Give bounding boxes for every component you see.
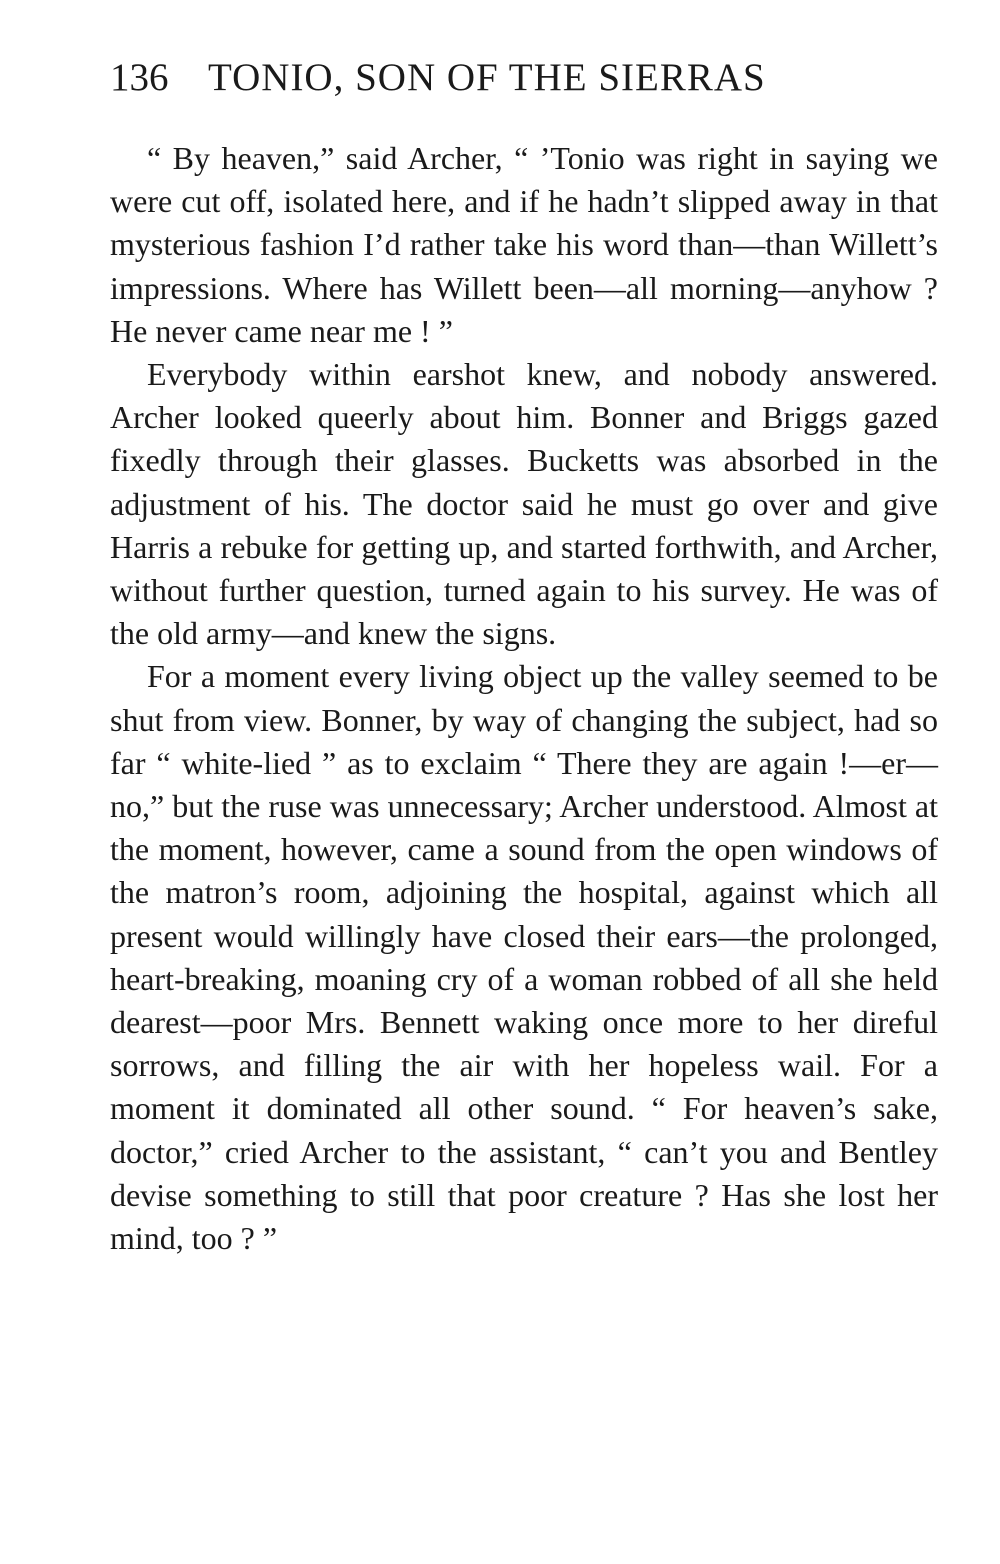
paragraph-2: Everybody within earshot knew, and nobody answered. Archer looked queerly about him. Bonner and Briggs gazed fixedly through their glasses. Bucketts was absorbed in the adjustment of his. The doctor said he must go over and give Harris a rebuke for getting up, and started forthwith, and Archer, without further question, turned again to his survey. He was of the old army—and knew the signs. — [110, 356, 938, 652]
paragraph-1: “ By heaven,” said Archer, “ ’Tonio was right in saying we were cut off, isolated here, and if he hadn’t slipped away in that mysterious fashion I’d rather take his word than—than Willett’s impressions. Where has Willett been—all morning—anyhow ? He never came near me ! ” — [110, 140, 938, 349]
body-text — [110, 137, 938, 1260]
running-head — [110, 50, 870, 106]
running-title: TONIO, SON OF THE SIERRAS — [208, 56, 766, 99]
page-number: 136 — [110, 56, 169, 99]
paragraph-3: For a moment every living object up the valley seemed to be shut from view. Bonner, by way of changing the subject, had so far “ white-lied ” as to exclaim “ There they are again !—er—no,” but the ruse was unnecessary; Archer understood. Almost at the moment, however, came a sound from the open windows of the matron’s room, adjoining the hospital, against which all present would willingly have closed their ears—the prolonged, heart-breaking, moaning cry of a woman robbed of all she held dearest—poor Mrs. Bennett waking once more to her direful sorrows, and filling the air with her hopeless wail. For a moment it dominated all other sound. “ For heaven’s sake, doctor,” cried Archer to the assistant, “ can’t you and Bentley devise something to still that poor creature ? Has she lost her mind, too ? ” — [110, 658, 938, 1257]
